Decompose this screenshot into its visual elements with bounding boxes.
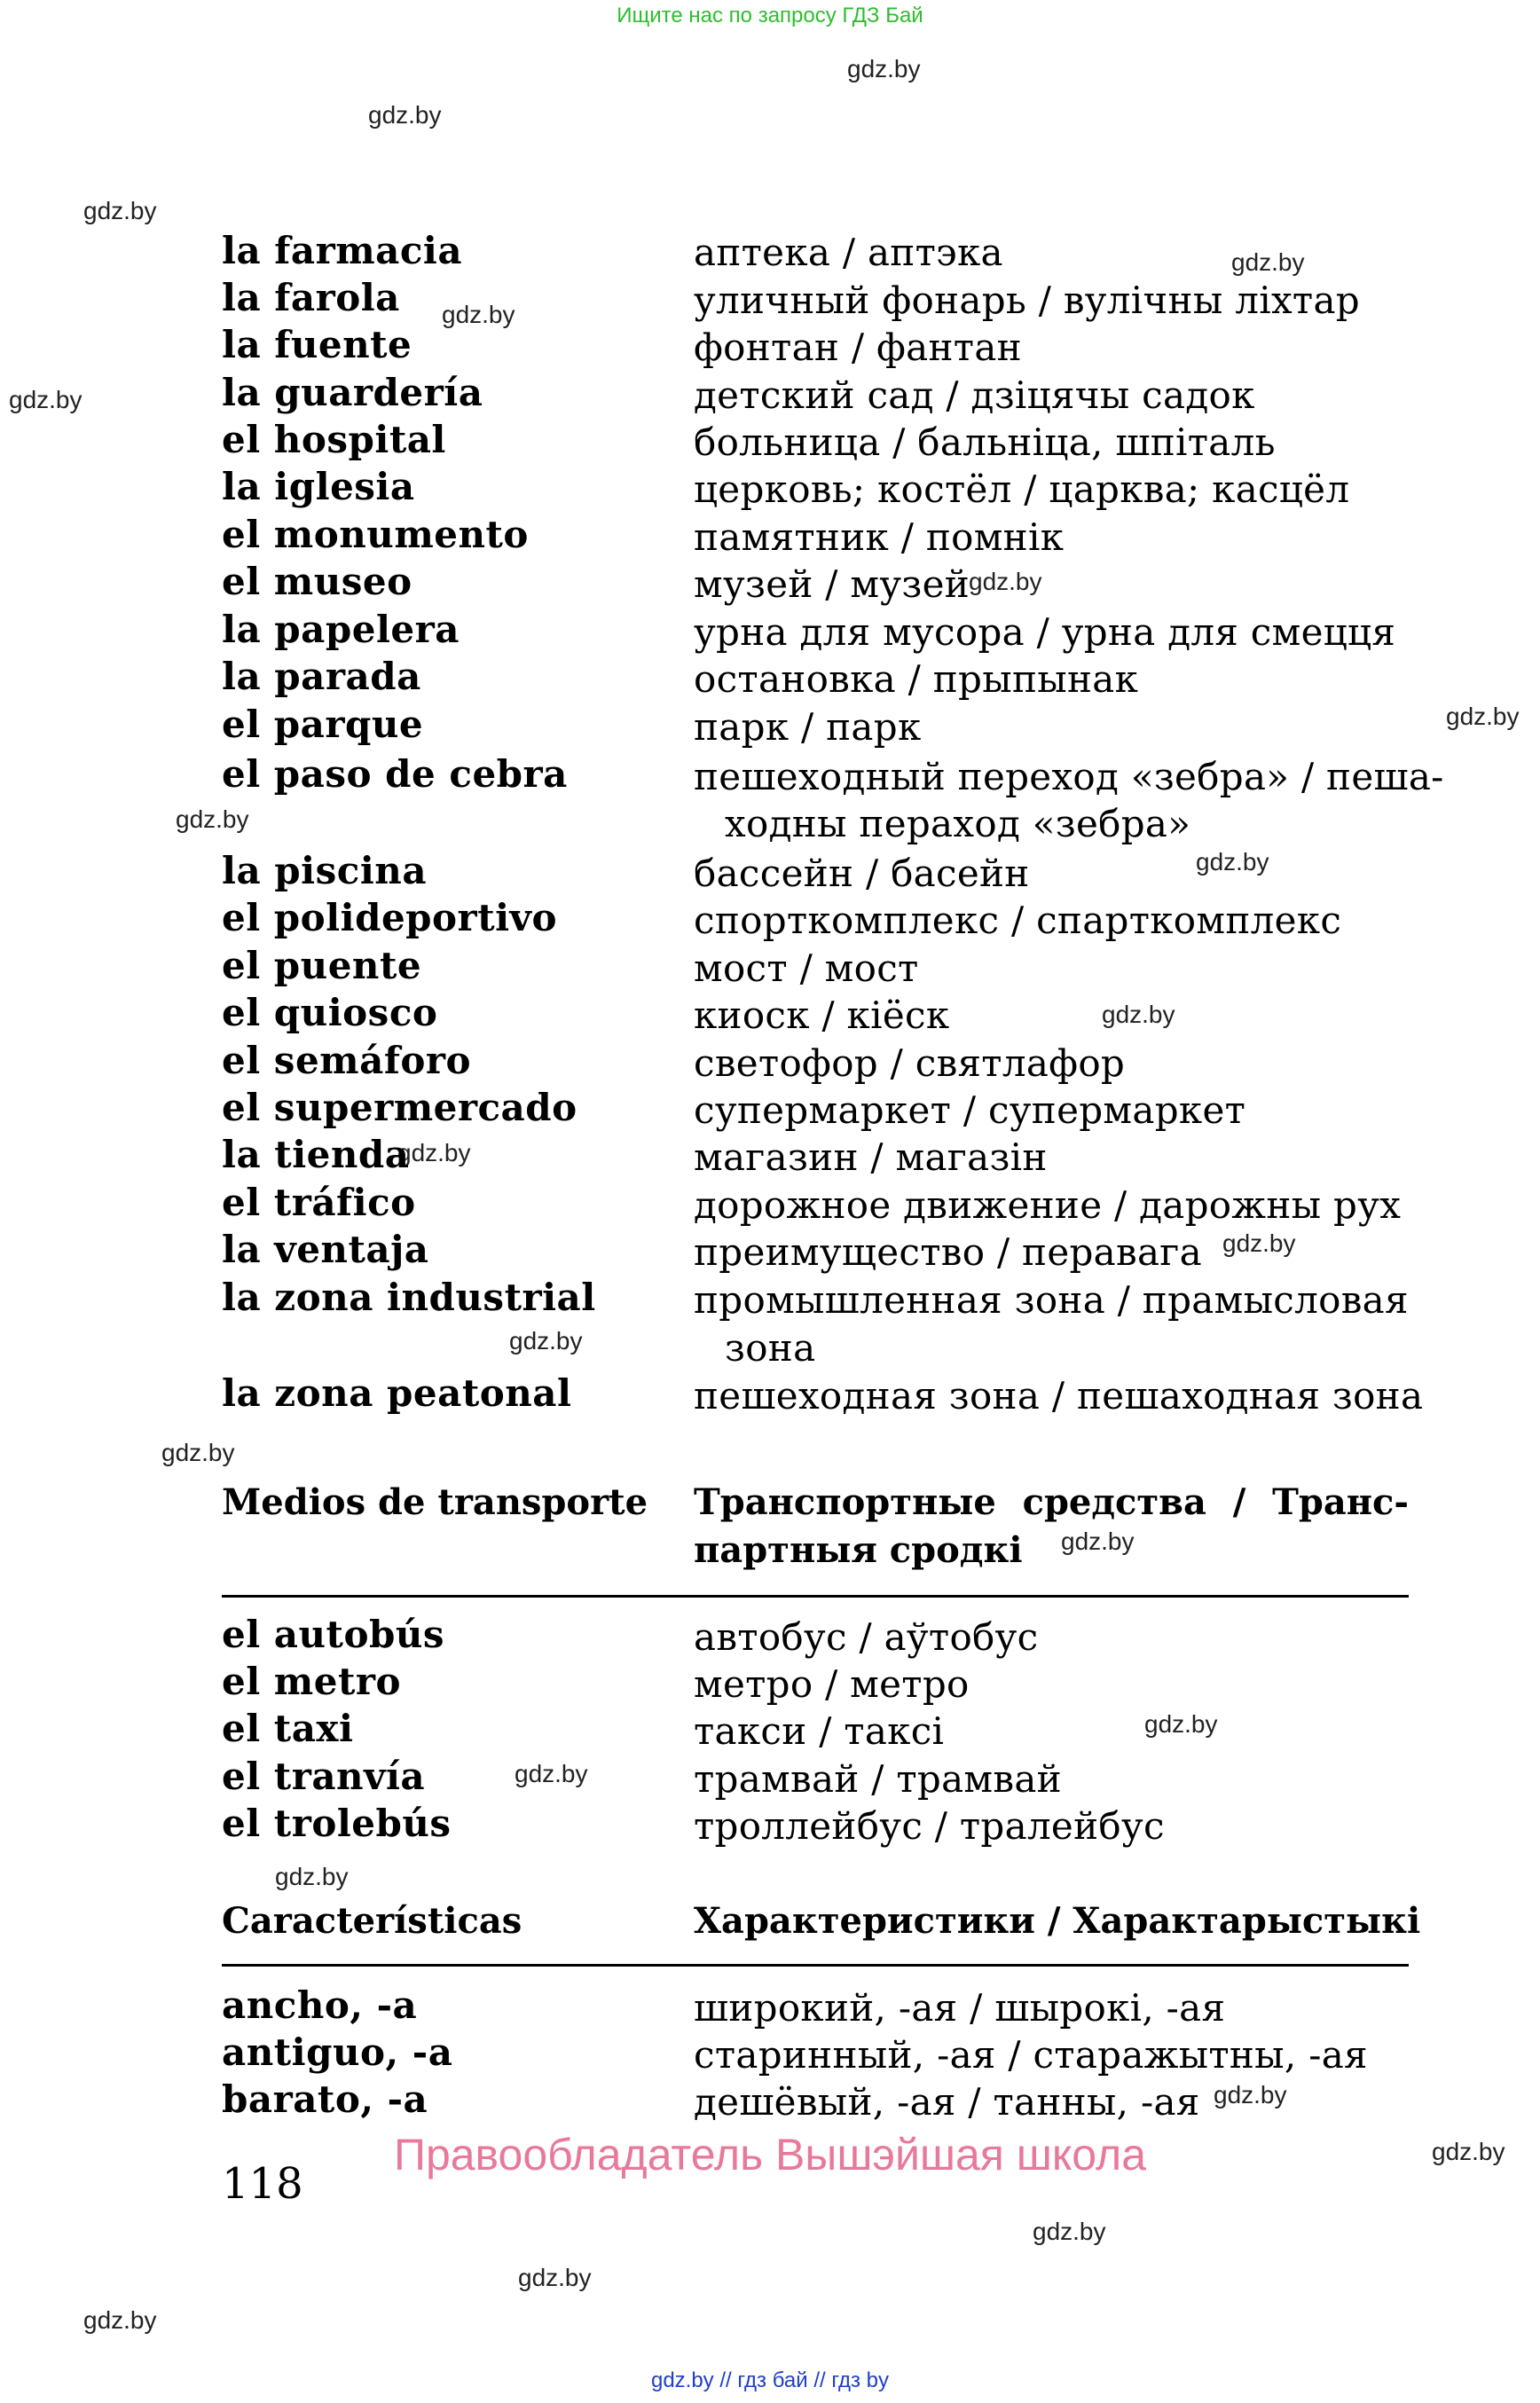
term-es: la guardería bbox=[222, 371, 483, 414]
section-heading-es: Características bbox=[222, 1900, 522, 1942]
term-es: el autobús bbox=[222, 1613, 445, 1656]
watermark: gdz.by bbox=[1033, 2218, 1106, 2245]
term-ru: троллейбус / тралейбус bbox=[694, 1804, 1165, 1848]
term-ru: старинный, -ая / старажытны, -ая bbox=[694, 2033, 1368, 2077]
term-es: el hospital bbox=[222, 418, 446, 461]
watermark: gdz.by bbox=[9, 386, 82, 413]
term-ru: больница / бальніца, шпіталь bbox=[694, 420, 1276, 464]
term-es: el parque bbox=[222, 703, 424, 746]
term-ru-continued: зона bbox=[725, 1326, 816, 1370]
term-ru: дешёвый, -ая / танны, -ая bbox=[694, 2080, 1200, 2124]
term-ru: трамвай / трамвай bbox=[694, 1757, 1062, 1801]
section-heading-es: Medios de transporte bbox=[222, 1481, 648, 1523]
watermark: gdz.by bbox=[176, 805, 249, 833]
term-ru: супермаркет / супермаркет bbox=[694, 1088, 1246, 1132]
footer-links[interactable]: gdz.by // гдз бай // гдз by bbox=[650, 2368, 890, 2392]
term-es: la papelera bbox=[222, 608, 460, 651]
section-divider bbox=[222, 1595, 1409, 1598]
term-ru: памятник / помнік bbox=[694, 515, 1065, 559]
term-ru: магазин / магазін bbox=[694, 1135, 1048, 1179]
term-ru: светофор / святлафор bbox=[694, 1041, 1126, 1085]
term-es: el puente bbox=[222, 944, 422, 987]
watermark: gdz.by bbox=[397, 1139, 471, 1166]
term-ru: широкий, -ая / шырокі, -ая bbox=[694, 1986, 1226, 2030]
term-ru-continued: ходны пераход «зебра» bbox=[725, 802, 1191, 845]
term-ru: промышленная зона / прамысловая bbox=[694, 1278, 1409, 1322]
term-es: el polideportivo bbox=[222, 896, 557, 939]
term-ru: детский сад / дзіцячы садок bbox=[694, 373, 1255, 417]
term-es: el taxi bbox=[222, 1707, 354, 1750]
term-es: la parada bbox=[222, 655, 421, 698]
term-es: el monumento bbox=[222, 513, 529, 556]
term-es: la fuente bbox=[222, 323, 412, 366]
watermark: gdz.by bbox=[969, 568, 1042, 595]
term-ru: фонтан / фантан bbox=[694, 326, 1022, 369]
term-ru: остановка / прыпынак bbox=[694, 657, 1139, 701]
term-ru: дорожное движение / дарожны рух bbox=[694, 1183, 1402, 1227]
term-es: el tráfico bbox=[222, 1181, 416, 1224]
term-ru: урна для мусора / урна для смецця bbox=[694, 610, 1396, 654]
section-heading-ru-word: средства bbox=[1022, 1481, 1206, 1523]
watermark: gdz.by bbox=[442, 301, 515, 328]
watermark: gdz.by bbox=[1432, 2138, 1505, 2165]
term-ru: автобус / аўтобус bbox=[694, 1615, 1039, 1659]
watermark: gdz.by bbox=[1102, 1001, 1175, 1028]
watermark: gdz.by bbox=[83, 197, 157, 224]
term-ru: уличный фонарь / вулічны ліхтар bbox=[694, 279, 1360, 322]
term-ru: метро / метро bbox=[694, 1662, 970, 1706]
watermark: gdz.by bbox=[161, 1439, 235, 1466]
term-es: la piscina bbox=[222, 849, 428, 892]
watermark: gdz.by bbox=[518, 2264, 592, 2291]
section-heading-ru bbox=[694, 1481, 1409, 1523]
watermark: gdz.by bbox=[368, 101, 442, 129]
term-es: el trolebús bbox=[222, 1802, 452, 1845]
term-ru: киоск / кіёск bbox=[694, 993, 950, 1037]
term-es: la zona industrial bbox=[222, 1276, 596, 1319]
term-es: el museo bbox=[222, 560, 412, 603]
watermark: gdz.by bbox=[515, 1760, 588, 1787]
term-es: el tranvía bbox=[222, 1755, 426, 1798]
term-es: la ventaja bbox=[222, 1228, 429, 1271]
term-es: barato, -a bbox=[222, 2077, 428, 2121]
term-ru: мост / мост bbox=[694, 946, 919, 990]
term-ru: церковь; костёл / царква; касцёл bbox=[694, 467, 1350, 511]
term-ru: музей / музей bbox=[694, 562, 970, 606]
term-es: la farola bbox=[222, 276, 400, 319]
term-es: ancho, -a bbox=[222, 1983, 418, 2027]
term-es: el metro bbox=[222, 1660, 402, 1703]
section-heading-ru-continued: партныя сродкі bbox=[694, 1529, 1023, 1571]
term-es: la tienda bbox=[222, 1133, 410, 1176]
term-ru: такси / таксі bbox=[694, 1709, 945, 1753]
top-search-note[interactable]: Ищите нас по запросу ГДЗ Бай bbox=[617, 4, 923, 27]
term-es: el semáforo bbox=[222, 1039, 472, 1082]
term-es: la zona peatonal bbox=[222, 1371, 572, 1415]
watermark: gdz.by bbox=[1196, 848, 1269, 876]
watermark: gdz.by bbox=[1144, 1710, 1218, 1738]
watermark: gdz.by bbox=[275, 1863, 349, 1890]
section-divider bbox=[222, 1964, 1409, 1967]
section-heading-ru: Характеристики / Характарыстыкі bbox=[694, 1900, 1421, 1942]
watermark: gdz.by bbox=[509, 1327, 583, 1355]
watermark: gdz.by bbox=[1214, 2081, 1287, 2109]
term-es: el quiosco bbox=[222, 991, 438, 1034]
section-heading-ru-word: Транспортные bbox=[694, 1481, 996, 1523]
watermark: gdz.by bbox=[1222, 1229, 1296, 1257]
term-es: el supermercado bbox=[222, 1086, 578, 1129]
term-ru: аптека / аптэка bbox=[694, 231, 1003, 274]
term-es: la iglesia bbox=[222, 465, 415, 508]
term-ru: пешеходная зона / пешаходная зона bbox=[694, 1374, 1424, 1417]
watermark: gdz.by bbox=[1061, 1527, 1135, 1555]
watermark: gdz.by bbox=[1231, 248, 1305, 276]
term-ru: бассейн / басейн bbox=[694, 852, 1030, 895]
term-ru: спорткомплекс / спарткомплекс bbox=[694, 899, 1342, 942]
rights-holder-watermark: Правообладатель Вышэйшая школа bbox=[394, 2130, 1146, 2179]
section-heading-ru-word: / bbox=[1232, 1481, 1246, 1523]
section-heading-ru-word: Транс- bbox=[1272, 1481, 1409, 1523]
term-ru: преимущество / перавага bbox=[694, 1230, 1202, 1274]
term-es: el paso de cebra bbox=[222, 752, 568, 796]
term-ru: парк / парк bbox=[694, 705, 922, 749]
term-ru: пешеходный переход «зебра» / пеша- bbox=[694, 755, 1444, 798]
term-es: la farmacia bbox=[222, 229, 463, 272]
term-es: antiguo, -a bbox=[222, 2030, 453, 2074]
watermark: gdz.by bbox=[847, 55, 921, 82]
watermark: gdz.by bbox=[83, 2306, 157, 2334]
watermark: gdz.by bbox=[1446, 703, 1520, 730]
page-number: 118 bbox=[222, 2159, 303, 2209]
